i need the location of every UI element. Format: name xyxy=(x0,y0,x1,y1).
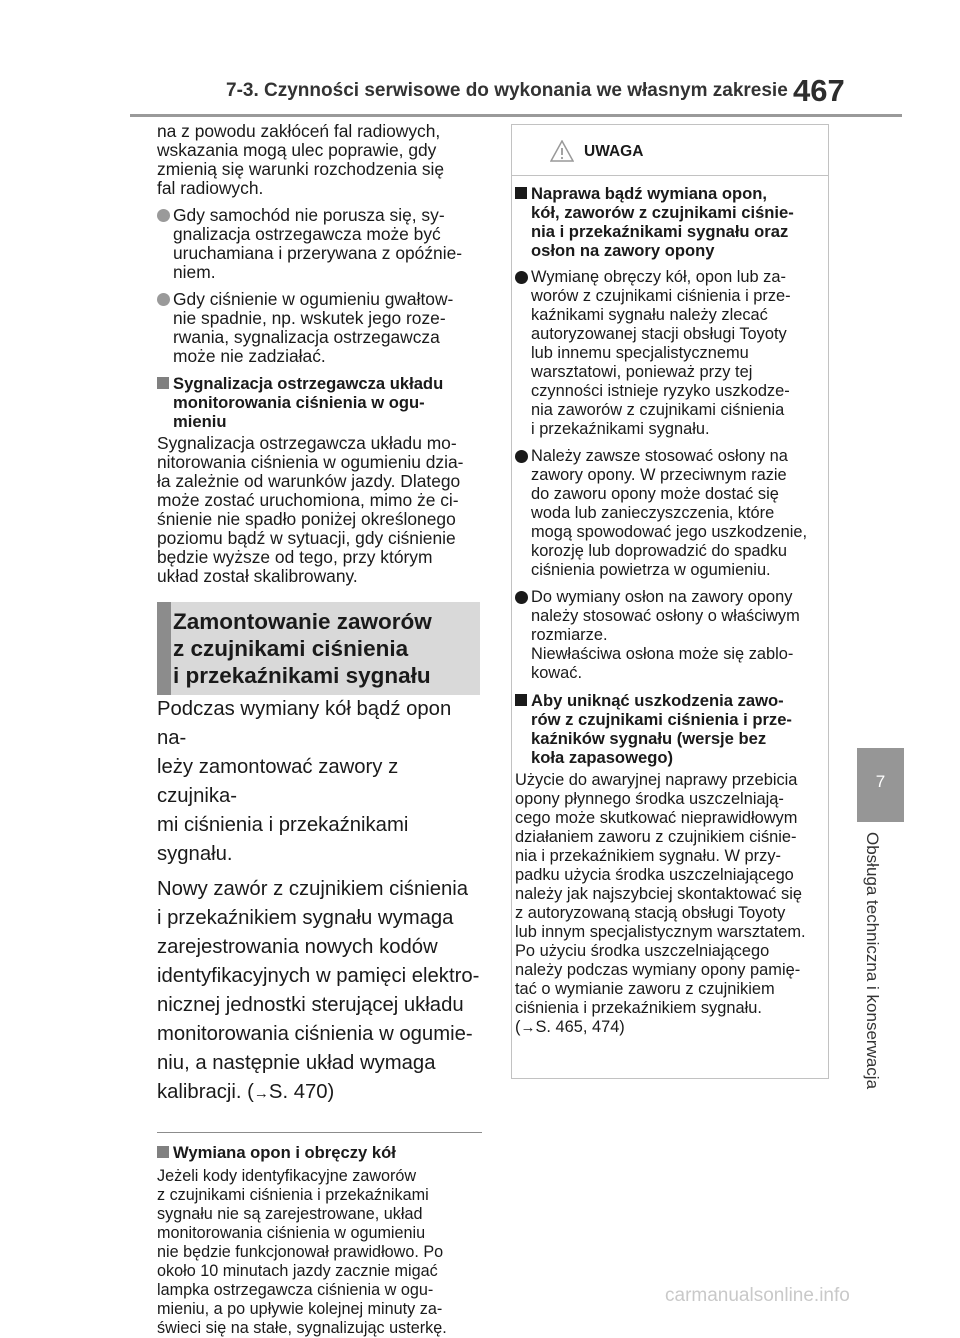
arrow-icon: → xyxy=(253,1085,269,1102)
body-paragraph-large: Nowy zawór z czujnikiem ciśnienia i przekaźnikiem sygnału wymaga zarejestrowania nowych kodów identyfikacyjnych w pamięci elektro- nicznej jednostki sterującej układu monitorowania ciśnienia w ogumie- niu, a następnie układ wymaga kalibracji. (→S. 470) xyxy=(157,878,480,1103)
bullet-dot-icon xyxy=(157,209,170,222)
page-number: 467 xyxy=(793,73,845,108)
chapter-tab[interactable] xyxy=(857,748,904,822)
section-title-box xyxy=(157,602,480,695)
warning-header xyxy=(512,125,828,176)
divider xyxy=(157,1132,482,1133)
arrow-icon: → xyxy=(520,1019,536,1036)
bullet-dot-icon xyxy=(157,293,170,306)
bullet-item: Gdy samochód nie porusza się, sy- gnalizacja ostrzegawcza może być uruchamiana i przerywana z opóźnie- niem. xyxy=(157,206,482,282)
bullet-dot-icon xyxy=(515,271,528,284)
bullet-item: Wymianę obręczy kół, opon lub za- worów z czujnikami ciśnienia i prze- kaźnikami sygnału należy zlecać autoryzowanej stacji obsługi Toyoty lub innemu specjalistycznemu warsztatowi, ponieważ przy tej czynności istnieje ryzyko uszkodze- nia zaworów z czujnikami ciśnienia i przekaźnikami sygnału. xyxy=(515,268,824,439)
subheading: Sygnalizacja ostrzegawcza układu monitorowania ciśnienia w ogu- mieniu xyxy=(157,374,482,431)
paragraph: Jeżeli kody identyfikacyjne zaworów z czujnikami ciśnienia i przekaźnikami sygnału nie są zarejestrowane, układ monitorowania ciśnienia w ogumieniu nie będzie funkcjonował prawidłowo. Po około 10 minutach jazdy zacznie migać lampka ostrzegawcza ciśnienia w ogu- mieniu, a po upływie kolejnej minuty za- świeci się na stałe, sygnalizując usterkę. xyxy=(157,1167,447,1337)
square-marker-icon xyxy=(157,1146,169,1158)
header-divider xyxy=(130,114,902,117)
page-header-title: 7-3. Czynności serwisowe do wykonania we własnym zakresie xyxy=(226,80,788,101)
chapter-label: Obsługa techniczna i konserwacja xyxy=(863,832,882,1090)
left-column xyxy=(157,122,482,1338)
square-marker-icon xyxy=(157,377,169,389)
subheading: Aby uniknąć uszkodzenia zawo- rów z czujnikami ciśnienia i prze- kaźników sygnału (wersje bez koła zapasowego) xyxy=(515,691,824,767)
page-reference[interactable]: S. 470) xyxy=(268,1081,335,1103)
page-reference[interactable]: S. 465, 474) xyxy=(535,1018,625,1036)
warning-title: UWAGA xyxy=(584,143,644,160)
square-marker-icon xyxy=(515,187,527,199)
warning-box xyxy=(511,124,829,1079)
chapter-number: 7 xyxy=(875,772,886,791)
section-title: Zamontowanie zaworów z czujnikami ciśnienia i przekaźnikami sygnału xyxy=(173,609,432,688)
paragraph: Sygnalizacja ostrzegawcza układu mo- nitorowania ciśnienia w ogumieniu dzia- ła zależnie od warunków jazdy. Dlatego może zostać uruchomiona, mimo że ci- śnienie nie spadło poniżej określonego poziomu bądź w sytuacji, gdy ciśnienie będzie wyższe od tego, przy którym układ został skalibrowany. xyxy=(157,433,464,586)
bullet-item: Należy zawsze stosować osłony na zawory opony. W przeciwnym razie do zaworu opony może dostać się woda lub zanieczyszczenia, które mogą spowodować jego uszkodzenie, korozję lub doprowadzić do spadku ciśnienia powietrza w ogumieniu. xyxy=(515,447,824,580)
bullet-dot-icon xyxy=(515,591,528,604)
intro-paragraph: na z powodu zakłóceń fal radiowych, wskazania mogą ulec poprawie, gdy zmienią się warunki rozchodzenia się fal radiowych. xyxy=(157,121,445,198)
subheading: Wymiana opon i obręczy kół xyxy=(157,1143,482,1162)
bullet-dot-icon xyxy=(515,450,528,463)
bullet-item: Gdy ciśnienie w ogumieniu gwałtow- nie spadnie, np. wskutek jego roze- rwania, sygnalizacja ostrzegawcza może nie zadziałać. xyxy=(157,290,482,366)
body-paragraph-large: Podczas wymiany kół bądź opon na- leży zamontować zawory z czujnika- mi ciśnienia i przekaźnikami sygnału. xyxy=(157,698,452,865)
warning-body xyxy=(512,184,828,1037)
bullet-item: Do wymiany osłon na zawory opony należy stosować osłony o właściwym rozmiarze. Niewłaściwa osłona może się zablo- kować. xyxy=(515,588,824,683)
watermark: carmanualsonline.info xyxy=(665,1285,850,1306)
warning-triangle-icon xyxy=(550,140,574,162)
subheading: Naprawa bądź wymiana opon, kół, zaworów z czujnikami ciśnie- nia i przekaźnikami sygnału oraz osłon na zawory opony xyxy=(515,184,824,260)
paragraph: Użycie do awaryjnej naprawy przebicia opony płynnego środka uszczelniają- cego może skutkować nieprawidłowym działaniem zaworu z czujnikiem ciśnie- nia i przekaźnikiem sygnału. W przy- padku użycia środka uszczelniającego należy jak najszybciej skontaktować się z autoryzowaną stacją obsługi Toyoty lub innym specjalistycznym warsztatem. Po użyciu środka uszczelniającego należy podczas wymiany opony pamię- tać o wymianie zaworu z czujnikiem ciśnienia i przekaźnikiem sygnału. (→S. 465, 474) xyxy=(515,771,806,1036)
square-marker-icon xyxy=(515,694,527,706)
